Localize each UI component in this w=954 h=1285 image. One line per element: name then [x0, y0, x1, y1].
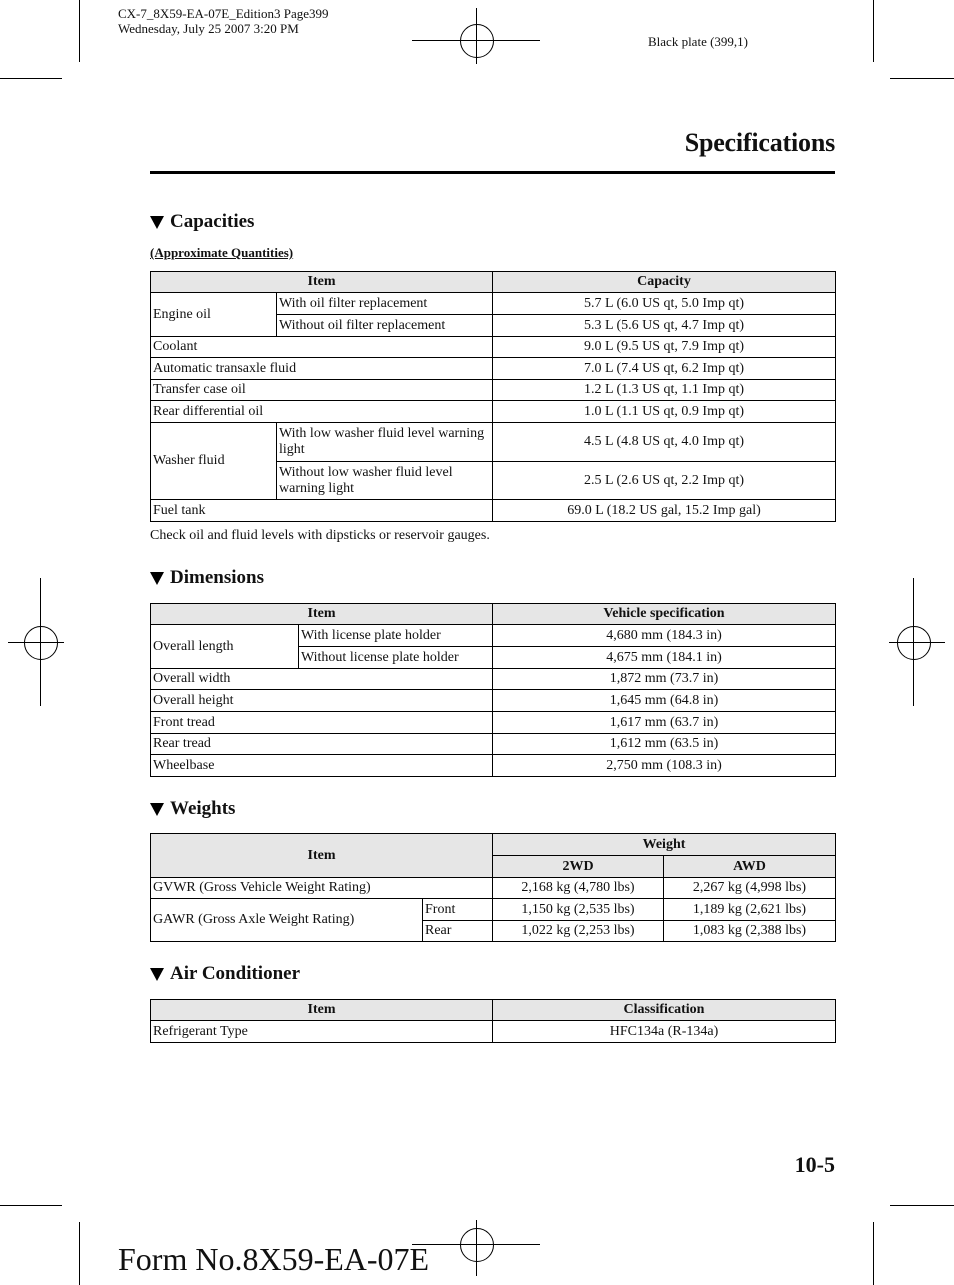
capacities-subheading: (Approximate Quantities) [150, 245, 294, 260]
table-row [151, 293, 836, 315]
weights-table [150, 833, 836, 942]
crop-mark [873, 1222, 874, 1285]
air-conditioner-table [150, 999, 836, 1043]
table-row [151, 755, 836, 777]
air-conditioner-heading [150, 963, 300, 985]
crop-mark [0, 1205, 62, 1206]
triangle-bullet-icon [150, 968, 164, 981]
row-label: Overall width [151, 669, 493, 690]
capacities-table [150, 271, 836, 522]
row-label: Overall height [151, 690, 493, 712]
row-label: GAWR (Gross Axle Weight Rating) [151, 899, 423, 942]
print-header-date: Wednesday, July 25 2007 3:20 PM [118, 21, 299, 36]
row-label: Coolant [151, 337, 493, 358]
crop-mark [79, 0, 80, 62]
row-label: Fuel tank [151, 500, 493, 522]
crop-mark [890, 78, 954, 79]
table-row [151, 669, 836, 690]
table-header-row [151, 834, 836, 856]
row-sublabel: Without low washer fluid level warning light [277, 462, 493, 500]
row-value: 2,267 kg (4,998 lbs) [664, 878, 836, 899]
print-header [118, 6, 329, 36]
row-value: HFC134a (R-134a) [493, 1021, 836, 1043]
row-value: 7.0 L (7.4 US qt, 6.2 Imp qt) [493, 358, 836, 380]
plate-label: Black plate (399,1) [648, 34, 748, 49]
row-value: 9.0 L (9.5 US qt, 7.9 Imp qt) [493, 337, 836, 358]
row-label: Front tread [151, 712, 493, 734]
row-value: 1,617 mm (63.7 in) [493, 712, 836, 734]
table-row [151, 500, 836, 522]
crop-mark [873, 0, 874, 62]
registration-mark [460, 24, 494, 58]
row-value: 1,612 mm (63.5 in) [493, 734, 836, 755]
col-header-capacity: Capacity [493, 272, 836, 293]
dimensions-table [150, 603, 836, 777]
row-label: Automatic transaxle fluid [151, 358, 493, 380]
capacities-heading-text: Capacities [170, 211, 255, 232]
row-sublabel: Without license plate holder [299, 647, 493, 669]
table-row [151, 625, 836, 647]
table-row [151, 401, 836, 423]
row-value: 1,150 kg (2,535 lbs) [493, 899, 664, 921]
row-sublabel: Without oil filter replacement [277, 315, 493, 337]
row-value: 4,675 mm (184.1 in) [493, 647, 836, 669]
row-label: Overall length [151, 625, 299, 669]
table-row [151, 899, 836, 921]
col-header-awd: AWD [664, 856, 836, 878]
row-label: Washer fluid [151, 423, 277, 500]
table-row [151, 358, 836, 380]
crop-mark [0, 78, 62, 79]
capacities-note: Check oil and fluid levels with dipsticks or reservoir gauges. [150, 528, 490, 543]
table-header-row [151, 604, 836, 625]
triangle-bullet-icon [150, 572, 164, 585]
air-conditioner-heading-text: Air Conditioner [170, 963, 301, 984]
table-row [151, 734, 836, 755]
title-rule [150, 171, 835, 174]
row-value: 4.5 L (4.8 US qt, 4.0 Imp qt) [493, 423, 836, 462]
row-label: Refrigerant Type [151, 1021, 493, 1043]
table-row [151, 337, 836, 358]
row-value: 5.7 L (6.0 US qt, 5.0 Imp qt) [493, 293, 836, 315]
row-value: 1,872 mm (73.7 in) [493, 669, 836, 690]
row-value: 5.3 L (5.6 US qt, 4.7 Imp qt) [493, 315, 836, 337]
row-label: Rear tread [151, 734, 493, 755]
crop-mark [890, 1205, 954, 1206]
col-header-item: Item [151, 272, 493, 293]
row-sublabel: Front [423, 899, 493, 921]
row-value: 1,189 kg (2,621 lbs) [664, 899, 836, 921]
table-row [151, 423, 836, 462]
row-value: 1.0 L (1.1 US qt, 0.9 Imp qt) [493, 401, 836, 423]
table-row [151, 878, 836, 899]
dimensions-heading [150, 567, 264, 589]
weights-heading-text: Weights [170, 798, 236, 819]
row-value: 2.5 L (2.6 US qt, 2.2 Imp qt) [493, 462, 836, 500]
row-label: Transfer case oil [151, 380, 493, 401]
row-sublabel: With license plate holder [299, 625, 493, 647]
triangle-bullet-icon [150, 803, 164, 816]
dimensions-heading-text: Dimensions [170, 567, 264, 588]
row-sublabel: With oil filter replacement [277, 293, 493, 315]
row-value: 69.0 L (18.2 US gal, 15.2 Imp gal) [493, 500, 836, 522]
row-label: Engine oil [151, 293, 277, 337]
col-header-item: Item [151, 834, 493, 878]
table-row [151, 380, 836, 401]
page-title: Specifications [684, 128, 835, 157]
table-header-row [151, 272, 836, 293]
row-sublabel: Rear [423, 921, 493, 942]
table-row [151, 1021, 836, 1043]
table-row [151, 690, 836, 712]
col-header-weight: Weight [493, 834, 836, 856]
capacities-heading [150, 211, 254, 233]
row-value: 1,022 kg (2,253 lbs) [493, 921, 664, 942]
col-header-item: Item [151, 1000, 493, 1021]
print-header-file: CX-7_8X59-EA-07E_Edition3 Page399 [118, 6, 329, 21]
row-label: Wheelbase [151, 755, 493, 777]
weights-heading [150, 798, 235, 820]
row-value: 1,645 mm (64.8 in) [493, 690, 836, 712]
row-value: 4,680 mm (184.3 in) [493, 625, 836, 647]
crop-mark [79, 1222, 80, 1285]
row-value: 1,083 kg (2,388 lbs) [664, 921, 836, 942]
row-value: 2,750 mm (108.3 in) [493, 755, 836, 777]
table-row [151, 712, 836, 734]
table-header-row [151, 1000, 836, 1021]
row-sublabel: With low washer fluid level warning light [277, 423, 493, 462]
col-header-2wd: 2WD [493, 856, 664, 878]
form-number: Form No.8X59-EA-07E [118, 1241, 430, 1277]
registration-mark [460, 1228, 494, 1262]
registration-mark [24, 626, 58, 660]
row-value: 2,168 kg (4,780 lbs) [493, 878, 664, 899]
page-number: 10-5 [794, 1152, 835, 1177]
col-header-item: Item [151, 604, 493, 625]
row-value: 1.2 L (1.3 US qt, 1.1 Imp qt) [493, 380, 836, 401]
col-header-classification: Classification [493, 1000, 836, 1021]
row-label: Rear differential oil [151, 401, 493, 423]
col-header-vehicle-spec: Vehicle specification [493, 604, 836, 625]
registration-mark [897, 626, 931, 660]
row-label: GVWR (Gross Vehicle Weight Rating) [151, 878, 493, 899]
triangle-bullet-icon [150, 216, 164, 229]
